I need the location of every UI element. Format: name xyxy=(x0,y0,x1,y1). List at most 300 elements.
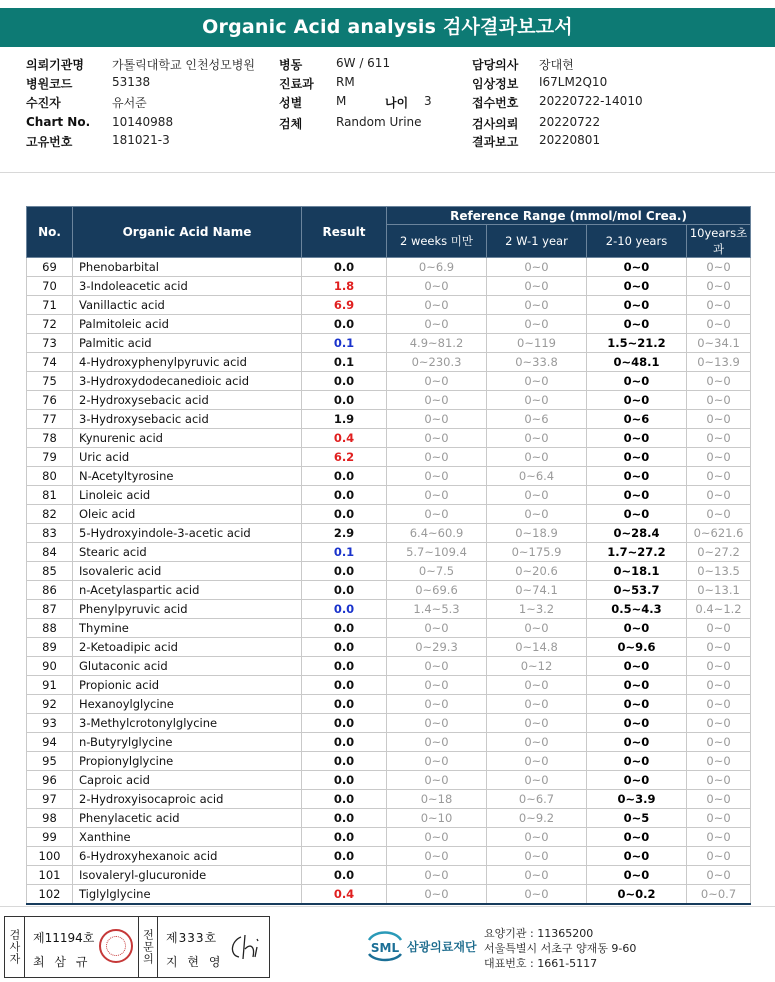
acid-name: Glutaconic acid xyxy=(73,657,302,676)
table-row xyxy=(27,486,751,505)
row-number: 97 xyxy=(27,790,73,809)
range-2weeks: 0~0 xyxy=(387,771,487,790)
range-2-10y: 0~28.4 xyxy=(587,524,687,543)
range-10y: 0~34.1 xyxy=(687,334,751,353)
range-10y: 0~0 xyxy=(687,258,751,277)
row-number: 75 xyxy=(27,372,73,391)
hospcode-label: 병원코드 xyxy=(26,77,73,91)
info-row-3 xyxy=(0,94,775,112)
specialist-name: 지 현 영 xyxy=(166,955,224,969)
range-2weeks: 0~0 xyxy=(387,657,487,676)
table-row xyxy=(27,733,751,752)
range-2w1y: 0~0 xyxy=(487,714,587,733)
col-2w1y-header: 2 W-1 year xyxy=(487,225,587,258)
range-2w1y: 0~0 xyxy=(487,505,587,524)
range-2w1y: 0~0 xyxy=(487,429,587,448)
acid-name: Phenylacetic acid xyxy=(73,809,302,828)
row-number: 86 xyxy=(27,581,73,600)
uid-value: 181021-3 xyxy=(112,133,170,147)
row-number: 101 xyxy=(27,866,73,885)
range-2weeks: 0~0 xyxy=(387,410,487,429)
range-2-10y: 0~0 xyxy=(587,467,687,486)
range-10y: 0~0 xyxy=(687,771,751,790)
row-number: 69 xyxy=(27,258,73,277)
result-value: 0.1 xyxy=(302,334,387,353)
range-2-10y: 0~0 xyxy=(587,752,687,771)
acid-name: n-Butyrylglycine xyxy=(73,733,302,752)
row-number: 81 xyxy=(27,486,73,505)
col-result-header: Result xyxy=(302,207,387,258)
range-2-10y: 0~5 xyxy=(587,809,687,828)
patient-info xyxy=(0,56,775,156)
official-seal-icon xyxy=(99,929,133,963)
range-10y: 0.4~1.2 xyxy=(687,600,751,619)
result-value: 0.0 xyxy=(302,619,387,638)
range-2w1y: 0~12 xyxy=(487,657,587,676)
row-number: 90 xyxy=(27,657,73,676)
range-10y: 0~0 xyxy=(687,866,751,885)
range-2weeks: 0~0 xyxy=(387,828,487,847)
range-10y: 0~0 xyxy=(687,828,751,847)
specimen-label: 검체 xyxy=(279,117,303,131)
report-date-value: 20220801 xyxy=(539,133,601,147)
age-label: 나이 xyxy=(385,96,409,110)
table-row xyxy=(27,277,751,296)
range-2-10y: 0~0 xyxy=(587,619,687,638)
specialist-label: 전문의 xyxy=(138,917,158,977)
range-10y: 0~0 xyxy=(687,505,751,524)
ward-label: 병동 xyxy=(279,58,303,72)
row-number: 99 xyxy=(27,828,73,847)
range-10y: 0~0 xyxy=(687,391,751,410)
range-2-10y: 1.5~21.2 xyxy=(587,334,687,353)
range-10y: 0~0 xyxy=(687,695,751,714)
uid-label: 고유번호 xyxy=(26,135,73,149)
acid-name: 4-Hydroxyphenylpyruvic acid xyxy=(73,353,302,372)
range-2-10y: 0~0 xyxy=(587,733,687,752)
range-2w1y: 0~0 xyxy=(487,619,587,638)
range-2-10y: 0~3.9 xyxy=(587,790,687,809)
range-2-10y: 0.5~4.3 xyxy=(587,600,687,619)
row-number: 73 xyxy=(27,334,73,353)
row-number: 79 xyxy=(27,448,73,467)
range-10y: 0~0 xyxy=(687,752,751,771)
row-number: 85 xyxy=(27,562,73,581)
results-table xyxy=(26,206,751,905)
acid-name: Oleic acid xyxy=(73,505,302,524)
table-row xyxy=(27,809,751,828)
acid-name: Palmitic acid xyxy=(73,334,302,353)
range-2-10y: 0~0 xyxy=(587,695,687,714)
receipt-value: 20220722-14010 xyxy=(539,94,643,108)
dept-label: 진료과 xyxy=(279,77,314,91)
row-number: 88 xyxy=(27,619,73,638)
range-2w1y: 0~0 xyxy=(487,885,587,904)
acid-name: 5-Hydroxyindole-3-acetic acid xyxy=(73,524,302,543)
acid-name: 6-Hydroxyhexanoic acid xyxy=(73,847,302,866)
signature-box xyxy=(4,916,270,978)
result-value: 1.8 xyxy=(302,277,387,296)
col-no-header: No. xyxy=(27,207,73,258)
acid-name: Propionylglycine xyxy=(73,752,302,771)
org-code: 요양기관 : 11365200 xyxy=(484,927,594,940)
range-2w1y: 0~0 xyxy=(487,296,587,315)
acid-name: Caproic acid xyxy=(73,771,302,790)
row-number: 92 xyxy=(27,695,73,714)
range-2weeks: 0~0 xyxy=(387,695,487,714)
range-2w1y: 0~0 xyxy=(487,733,587,752)
results-body xyxy=(27,258,751,904)
acid-name: 3-Hydroxydodecanedioic acid xyxy=(73,372,302,391)
range-2weeks: 0~0 xyxy=(387,296,487,315)
row-number: 98 xyxy=(27,809,73,828)
hospital-value: 가톨릭대학교 인천성모병원 xyxy=(112,58,255,72)
range-2-10y: 0~0.2 xyxy=(587,885,687,904)
range-2w1y: 0~0 xyxy=(487,676,587,695)
clinical-value: I67LM2Q10 xyxy=(539,75,608,89)
table-row xyxy=(27,467,751,486)
range-2weeks: 0~0 xyxy=(387,847,487,866)
table-row xyxy=(27,695,751,714)
acid-name: Phenobarbital xyxy=(73,258,302,277)
report-title: Organic Acid analysis 검사결과보고서 xyxy=(0,8,775,47)
acid-name: Kynurenic acid xyxy=(73,429,302,448)
acid-name: 2-Ketoadipic acid xyxy=(73,638,302,657)
table-row xyxy=(27,885,751,904)
range-2w1y: 0~0 xyxy=(487,391,587,410)
acid-name: 3-Indoleacetic acid xyxy=(73,277,302,296)
dept-value: RM xyxy=(336,75,355,89)
info-row-2 xyxy=(0,75,775,93)
range-2w1y: 0~0 xyxy=(487,771,587,790)
result-value: 0.0 xyxy=(302,505,387,524)
request-label: 검사의뢰 xyxy=(472,117,519,131)
range-2weeks: 0~0 xyxy=(387,372,487,391)
range-2-10y: 0~6 xyxy=(587,410,687,429)
table-row xyxy=(27,752,751,771)
table-row xyxy=(27,581,751,600)
table-row xyxy=(27,676,751,695)
patient-value: 유서준 xyxy=(112,96,147,110)
range-2w1y: 0~0 xyxy=(487,752,587,771)
range-2-10y: 0~0 xyxy=(587,866,687,885)
range-2weeks: 0~0 xyxy=(387,676,487,695)
acid-name: Tiglylglycine xyxy=(73,885,302,904)
range-10y: 0~0 xyxy=(687,619,751,638)
range-10y: 0~13.1 xyxy=(687,581,751,600)
range-2-10y: 0~0 xyxy=(587,258,687,277)
range-2w1y: 0~0 xyxy=(487,847,587,866)
doctor-value: 장대현 xyxy=(539,58,574,72)
range-2w1y: 0~0 xyxy=(487,258,587,277)
row-number: 91 xyxy=(27,676,73,695)
result-value: 0.0 xyxy=(302,372,387,391)
table-row xyxy=(27,448,751,467)
range-2weeks: 0~0 xyxy=(387,448,487,467)
table-row xyxy=(27,866,751,885)
col-2weeks-header: 2 weeks 미만 xyxy=(387,225,487,258)
range-2w1y: 0~18.9 xyxy=(487,524,587,543)
table-row xyxy=(27,771,751,790)
table-row xyxy=(27,657,751,676)
range-2weeks: 0~230.3 xyxy=(387,353,487,372)
table-row xyxy=(27,315,751,334)
result-value: 0.0 xyxy=(302,258,387,277)
range-2w1y: 0~20.6 xyxy=(487,562,587,581)
row-number: 100 xyxy=(27,847,73,866)
footer-divider xyxy=(0,906,775,907)
range-2-10y: 0~0 xyxy=(587,714,687,733)
table-row xyxy=(27,334,751,353)
clinical-label: 임상정보 xyxy=(472,77,519,91)
result-value: 0.0 xyxy=(302,828,387,847)
acid-name: Palmitoleic acid xyxy=(73,315,302,334)
range-2w1y: 0~74.1 xyxy=(487,581,587,600)
range-2w1y: 0~175.9 xyxy=(487,543,587,562)
range-10y: 0~0 xyxy=(687,714,751,733)
sex-value: M xyxy=(336,94,347,108)
result-value: 0.0 xyxy=(302,467,387,486)
range-2-10y: 0~53.7 xyxy=(587,581,687,600)
acid-name: 3-Hydroxysebacic acid xyxy=(73,410,302,429)
signature-icon xyxy=(227,931,265,965)
result-value: 0.0 xyxy=(302,638,387,657)
range-2w1y: 0~6.7 xyxy=(487,790,587,809)
specialist-license: 제333호 xyxy=(166,931,218,945)
result-value: 0.0 xyxy=(302,866,387,885)
chart-value: 10140988 xyxy=(112,115,174,129)
row-number: 96 xyxy=(27,771,73,790)
result-value: 0.4 xyxy=(302,885,387,904)
range-10y: 0~0 xyxy=(687,676,751,695)
acid-name: Xanthine xyxy=(73,828,302,847)
tester-license: 제11194호 xyxy=(33,931,95,945)
range-10y: 0~621.6 xyxy=(687,524,751,543)
acid-name: Phenylpyruvic acid xyxy=(73,600,302,619)
range-2-10y: 0~18.1 xyxy=(587,562,687,581)
age-value: 3 xyxy=(424,94,432,108)
table-row xyxy=(27,372,751,391)
range-10y: 0~0 xyxy=(687,277,751,296)
row-number: 77 xyxy=(27,410,73,429)
range-2-10y: 0~0 xyxy=(587,296,687,315)
acid-name: 2-Hydroxysebacic acid xyxy=(73,391,302,410)
table-row xyxy=(27,790,751,809)
range-2-10y: 0~0 xyxy=(587,486,687,505)
range-2weeks: 0~0 xyxy=(387,714,487,733)
org-info xyxy=(484,926,636,971)
acid-name: Isovaleric acid xyxy=(73,562,302,581)
range-2weeks: 0~0 xyxy=(387,315,487,334)
result-value: 0.0 xyxy=(302,771,387,790)
row-number: 70 xyxy=(27,277,73,296)
table-row xyxy=(27,410,751,429)
result-value: 0.0 xyxy=(302,600,387,619)
table-row xyxy=(27,828,751,847)
table-row xyxy=(27,524,751,543)
range-10y: 0~0 xyxy=(687,372,751,391)
org-phone: 대표번호 : 1661-5117 xyxy=(484,957,598,970)
acid-name: N-Acetyltyrosine xyxy=(73,467,302,486)
result-value: 0.1 xyxy=(302,543,387,562)
result-value: 0.0 xyxy=(302,790,387,809)
result-value: 0.1 xyxy=(302,353,387,372)
range-2w1y: 1~3.2 xyxy=(487,600,587,619)
row-number: 78 xyxy=(27,429,73,448)
result-value: 2.9 xyxy=(302,524,387,543)
ward-value: 6W / 611 xyxy=(336,56,391,70)
range-2-10y: 0~0 xyxy=(587,429,687,448)
acid-name: n-Acetylaspartic acid xyxy=(73,581,302,600)
acid-name: Propionic acid xyxy=(73,676,302,695)
table-row xyxy=(27,619,751,638)
range-2weeks: 5.7~109.4 xyxy=(387,543,487,562)
range-2weeks: 0~6.9 xyxy=(387,258,487,277)
range-2w1y: 0~6.4 xyxy=(487,467,587,486)
range-2-10y: 0~48.1 xyxy=(587,353,687,372)
range-2weeks: 1.4~5.3 xyxy=(387,600,487,619)
table-row xyxy=(27,847,751,866)
table-row xyxy=(27,714,751,733)
range-2-10y: 0~0 xyxy=(587,771,687,790)
range-2-10y: 0~0 xyxy=(587,828,687,847)
range-2w1y: 0~0 xyxy=(487,277,587,296)
table-row xyxy=(27,258,751,277)
range-2weeks: 0~10 xyxy=(387,809,487,828)
sml-logo-icon xyxy=(365,928,405,962)
result-value: 0.0 xyxy=(302,847,387,866)
row-number: 84 xyxy=(27,543,73,562)
range-2w1y: 0~0 xyxy=(487,866,587,885)
range-10y: 0~0.7 xyxy=(687,885,751,904)
row-number: 82 xyxy=(27,505,73,524)
range-2weeks: 0~0 xyxy=(387,885,487,904)
receipt-label: 접수번호 xyxy=(472,96,519,110)
range-2weeks: 0~7.5 xyxy=(387,562,487,581)
result-value: 0.0 xyxy=(302,562,387,581)
sex-label: 성별 xyxy=(279,96,303,110)
acid-name: Vanillactic acid xyxy=(73,296,302,315)
range-10y: 0~27.2 xyxy=(687,543,751,562)
acid-name: 3-Methylcrotonylglycine xyxy=(73,714,302,733)
result-value: 0.0 xyxy=(302,676,387,695)
row-number: 80 xyxy=(27,467,73,486)
acid-name: Thymine xyxy=(73,619,302,638)
table-row xyxy=(27,505,751,524)
info-row-4 xyxy=(0,115,775,133)
range-2w1y: 0~119 xyxy=(487,334,587,353)
range-2w1y: 0~0 xyxy=(487,448,587,467)
row-number: 95 xyxy=(27,752,73,771)
result-value: 0.0 xyxy=(302,733,387,752)
range-2w1y: 0~9.2 xyxy=(487,809,587,828)
patient-label: 수진자 xyxy=(26,96,61,110)
row-number: 74 xyxy=(27,353,73,372)
row-number: 93 xyxy=(27,714,73,733)
info-row-1 xyxy=(0,56,775,74)
range-2weeks: 0~0 xyxy=(387,733,487,752)
specimen-value: Random Urine xyxy=(336,115,422,129)
hospital-label: 의뢰기관명 xyxy=(26,58,84,72)
range-2-10y: 0~0 xyxy=(587,676,687,695)
result-value: 0.0 xyxy=(302,752,387,771)
range-2weeks: 0~0 xyxy=(387,467,487,486)
row-number: 83 xyxy=(27,524,73,543)
table-row xyxy=(27,543,751,562)
range-2weeks: 0~0 xyxy=(387,866,487,885)
result-value: 0.0 xyxy=(302,391,387,410)
range-2w1y: 0~33.8 xyxy=(487,353,587,372)
row-number: 87 xyxy=(27,600,73,619)
range-10y: 0~0 xyxy=(687,847,751,866)
range-2weeks: 4.9~81.2 xyxy=(387,334,487,353)
range-2weeks: 0~0 xyxy=(387,429,487,448)
range-2weeks: 6.4~60.9 xyxy=(387,524,487,543)
result-value: 0.0 xyxy=(302,486,387,505)
range-2weeks: 0~29.3 xyxy=(387,638,487,657)
tester-label: 검사자 xyxy=(5,917,25,977)
col-name-header: Organic Acid Name xyxy=(73,207,302,258)
row-number: 102 xyxy=(27,885,73,904)
col-2-10y-header: 2-10 years xyxy=(587,225,687,258)
acid-name: Hexanoylglycine xyxy=(73,695,302,714)
result-value: 0.0 xyxy=(302,695,387,714)
result-value: 0.0 xyxy=(302,315,387,334)
range-2-10y: 0~0 xyxy=(587,657,687,676)
result-value: 1.9 xyxy=(302,410,387,429)
result-value: 0.0 xyxy=(302,657,387,676)
range-10y: 0~0 xyxy=(687,410,751,429)
chart-label: Chart No. xyxy=(26,115,91,129)
table-row xyxy=(27,562,751,581)
hospcode-value: 53138 xyxy=(112,75,151,89)
range-2-10y: 0~0 xyxy=(587,448,687,467)
range-10y: 0~0 xyxy=(687,467,751,486)
sml-logo-text: 삼광의료재단 xyxy=(407,940,477,954)
acid-name: Linoleic acid xyxy=(73,486,302,505)
range-10y: 0~0 xyxy=(687,790,751,809)
doctor-label: 담당의사 xyxy=(472,58,519,72)
range-10y: 0~13.5 xyxy=(687,562,751,581)
sml-logo-mark: SML xyxy=(370,941,400,955)
col-10y-header: 10years초과 xyxy=(687,225,751,258)
report-date-label: 결과보고 xyxy=(472,135,519,149)
range-2w1y: 0~14.8 xyxy=(487,638,587,657)
range-2-10y: 0~0 xyxy=(587,277,687,296)
range-2w1y: 0~0 xyxy=(487,315,587,334)
result-value: 0.4 xyxy=(302,429,387,448)
result-value: 0.0 xyxy=(302,581,387,600)
range-2w1y: 0~0 xyxy=(487,486,587,505)
range-10y: 0~0 xyxy=(687,486,751,505)
range-10y: 0~0 xyxy=(687,296,751,315)
table-row xyxy=(27,638,751,657)
range-2weeks: 0~0 xyxy=(387,391,487,410)
result-value: 6.2 xyxy=(302,448,387,467)
range-10y: 0~13.9 xyxy=(687,353,751,372)
result-value: 0.0 xyxy=(302,809,387,828)
range-2weeks: 0~0 xyxy=(387,619,487,638)
table-row xyxy=(27,600,751,619)
divider xyxy=(0,172,775,173)
table-row xyxy=(27,429,751,448)
range-2weeks: 0~0 xyxy=(387,505,487,524)
range-2w1y: 0~0 xyxy=(487,695,587,714)
range-2-10y: 0~0 xyxy=(587,505,687,524)
info-row-5 xyxy=(0,133,775,151)
range-2-10y: 0~0 xyxy=(587,391,687,410)
acid-name: Uric acid xyxy=(73,448,302,467)
